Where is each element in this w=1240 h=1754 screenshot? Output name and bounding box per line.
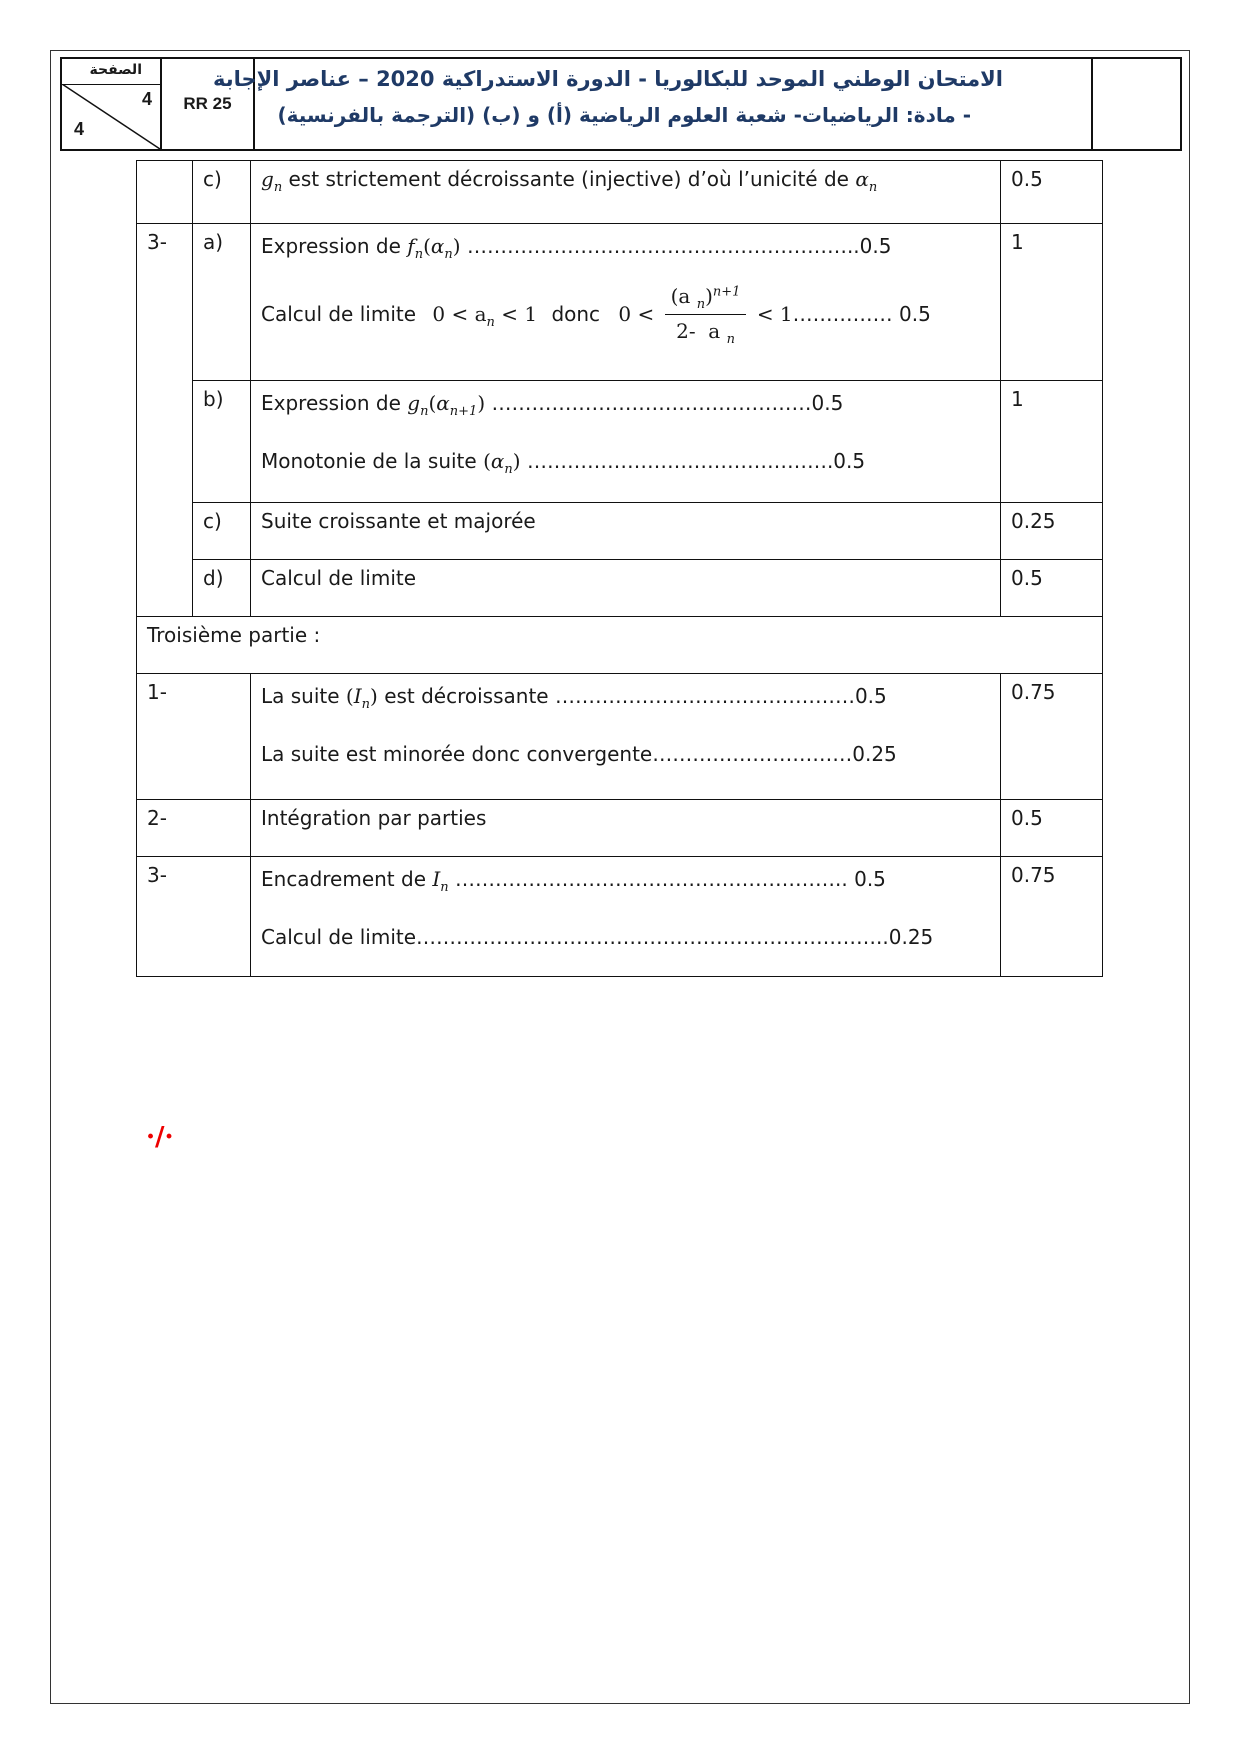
section-heading: Troisième partie : <box>137 617 1103 674</box>
item-label: c) <box>193 161 251 224</box>
table-row <box>137 560 1103 617</box>
exam-subject: - مادة: الرياضيات- شعبة العلوم الرياضية (أ) و (ب) (الترجمة بالفرنسية) <box>277 103 971 127</box>
question-number: 3- <box>137 224 193 617</box>
header-empty-cell <box>1093 59 1180 149</box>
table-row <box>137 381 1103 503</box>
item-content: La suite $(I_n)$ est décroissante ………………………………………0.5 La suite est minorée donc convergente…………………………0.25 <box>251 674 1001 800</box>
table-row <box>137 857 1103 977</box>
page-label: الصفحة <box>89 62 142 78</box>
item-label: a) <box>193 224 251 381</box>
question-number: 2- <box>137 800 251 857</box>
item-content: $g_n$ est strictement décroissante (injective) d’où l’unicité de $\alpha_n$ <box>251 161 1001 224</box>
table-row <box>137 674 1103 800</box>
page-number-box <box>62 59 162 149</box>
item-label: c) <box>193 503 251 560</box>
item-points: 0.5 <box>1001 800 1103 857</box>
table-row <box>137 800 1103 857</box>
item-content: Calcul de limite <box>251 560 1001 617</box>
item-label: b) <box>193 381 251 503</box>
table-row <box>137 503 1103 560</box>
exam-title-box <box>212 59 1093 149</box>
item-points: 1 <box>1001 381 1103 503</box>
item-points: 0.5 <box>1001 161 1103 224</box>
table-row <box>137 617 1103 674</box>
item-content: Suite croissante et majorée <box>251 503 1001 560</box>
exam-header <box>60 57 1182 151</box>
item-label: d) <box>193 560 251 617</box>
item-content: Intégration par parties <box>251 800 1001 857</box>
end-mark: ·/· <box>146 1122 174 1152</box>
table-row <box>137 161 1103 224</box>
question-number: 1- <box>137 674 251 800</box>
table-row <box>137 224 1103 381</box>
item-points: 0.25 <box>1001 503 1103 560</box>
item-points: 1 <box>1001 224 1103 381</box>
exam-title: الامتحان الوطني الموحد للبكالوريا - الدورة الاستدراكية 2020 – عناصر الإجابة <box>212 67 1003 91</box>
exam-code: RR 25 <box>162 59 255 149</box>
item-content: Encadrement de $I_n$ ………………………………………………….. 0.5 Calcul de limite……………………………………………………………..0.25 <box>251 857 1001 977</box>
item-points: 0.75 <box>1001 857 1103 977</box>
grading-table <box>136 160 1103 977</box>
item-points: 0.75 <box>1001 674 1103 800</box>
item-content: Expression de $g_n(\alpha_{n+1})$ …………………………………………0.5 Monotonie de la suite $(\alpha_n)$ ……………………………………….0.5 <box>251 381 1001 503</box>
item-content: Expression de $f_n(\alpha_n)$ …………………………………………………..0.5 Calcul de limite $0 < a_n < 1$ donc 0 < $\frac{(a _n)^{n+1}}{2- a _n}$ < 1…………… 0.5 <box>251 224 1001 381</box>
question-number: 3- <box>137 857 251 977</box>
fraction: $\frac{(a _n)^{n+1}}{2- a _n}$ <box>665 284 747 347</box>
page-current: 4 <box>141 89 152 109</box>
item-points: 0.5 <box>1001 560 1103 617</box>
page-total: 4 <box>74 119 85 139</box>
